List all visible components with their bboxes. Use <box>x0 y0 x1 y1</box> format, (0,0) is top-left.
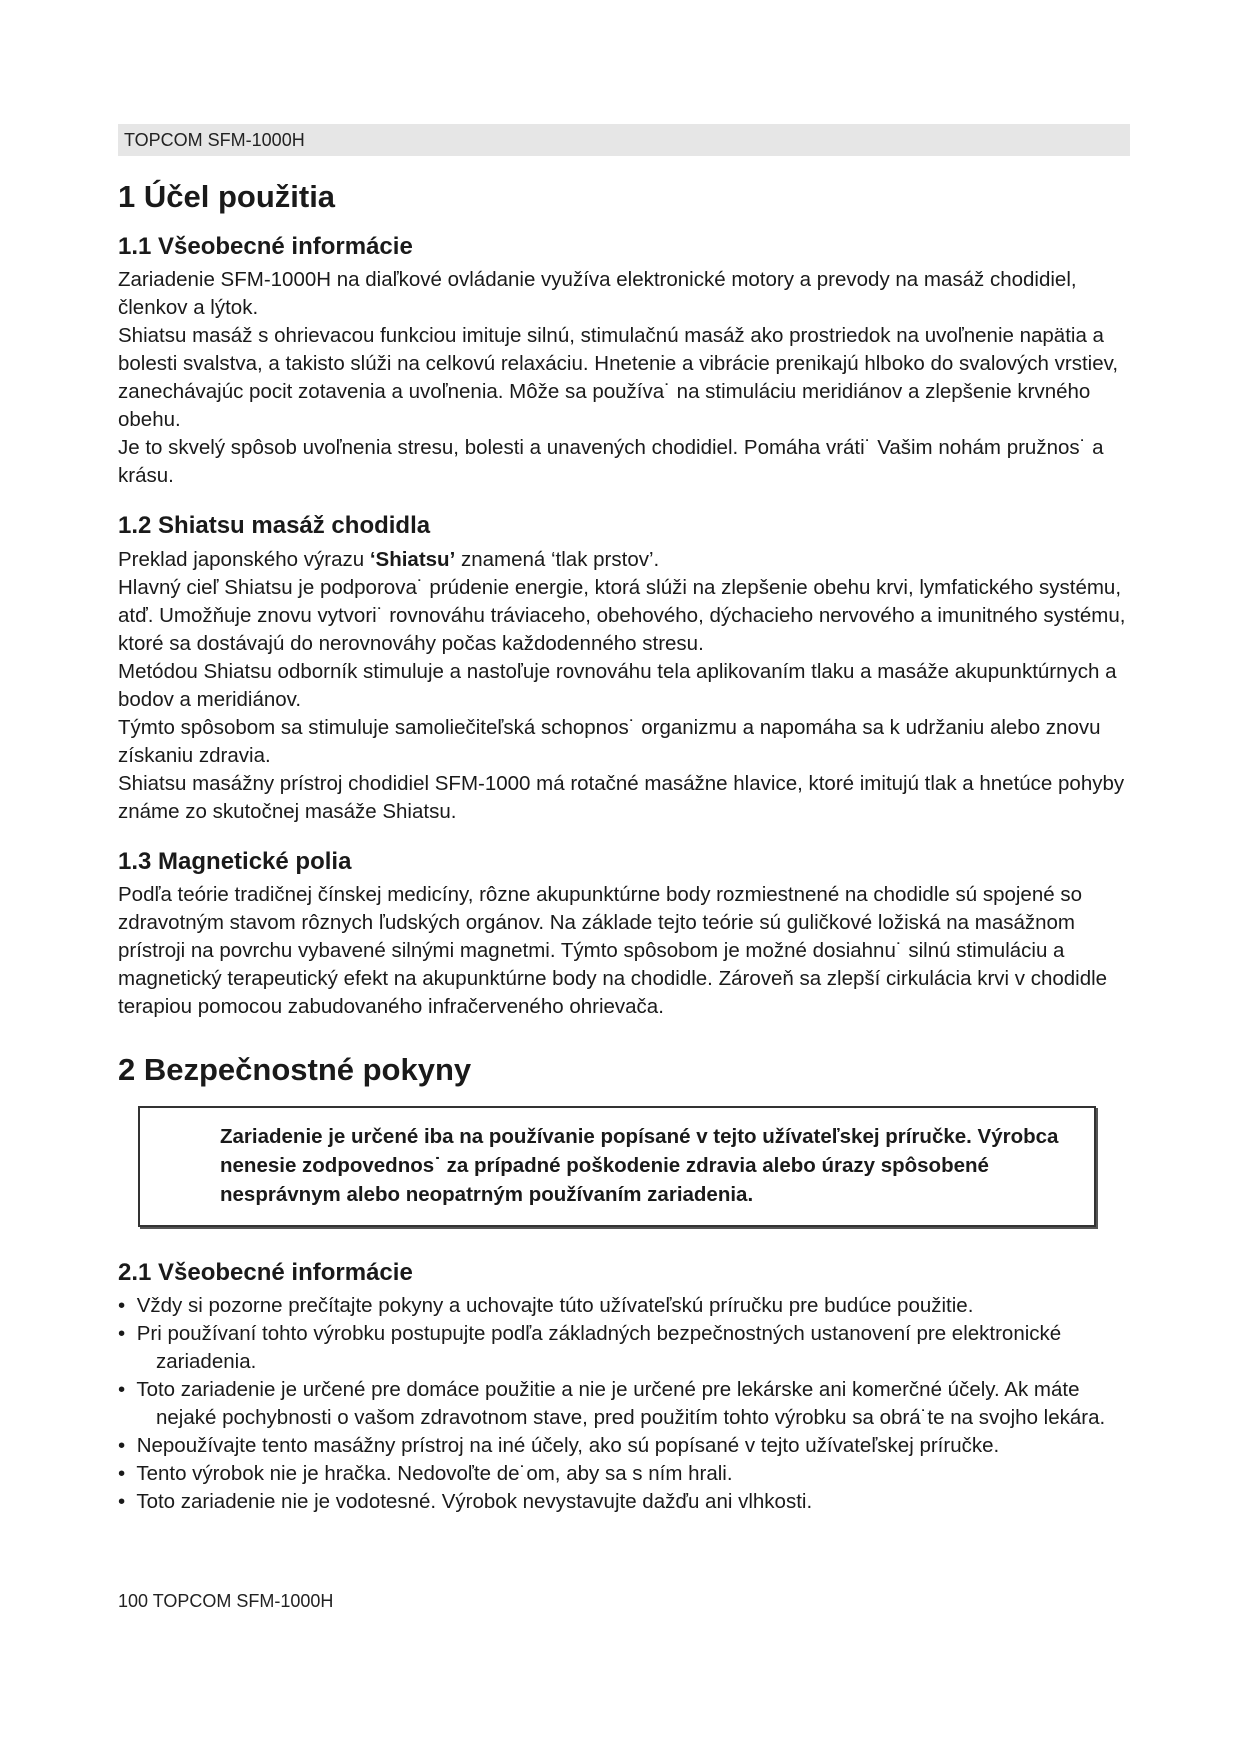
warning-text: Zariadenie je určené iba na používanie popísané v tejto užívateľskej príručke. Výrobca nenesie zodpovednos˙ za prípadné poškodenie zdravia alebo úrazy spôsobené nesprávnym alebo neopatrným používaním zariadenia. <box>220 1124 1059 1206</box>
list-item-text: Toto zariadenie nie je vodotesné. Výrobok nevystavujte dažďu ani vlhkosti. <box>136 1490 813 1514</box>
section-1-title: 1 Účel použitia <box>118 179 336 214</box>
bullet-icon: • <box>118 1434 126 1458</box>
paragraph: Metódou Shiatsu odborník stimuluje a nastoľuje rovnováhu tela aplikovaním tlaku a masáže akupunktúrnych a bodov a meridiánov. <box>118 659 1117 711</box>
paragraph: Zariadenie SFM-1000H na diaľkové ovládanie využíva elektronické motory a prevody na masáž chodidiel, členkov a lýtok. <box>118 268 1077 320</box>
list-item <box>118 1292 1130 1320</box>
running-header: TOPCOM SFM-1000H <box>118 124 1130 156</box>
bullet-icon: • <box>118 1294 126 1318</box>
section-1-1 <box>118 231 1130 490</box>
shiatsu-term: ‘Shiatsu’ <box>369 547 456 571</box>
paragraph: Shiatsu masážny prístroj chodidiel SFM-1000 má rotačné masážne hlavice, ktoré imitujú tlak a hnetúce pohyby známe zo skutočnej masáže Shiatsu. <box>118 771 1125 823</box>
bullet-icon: • <box>118 1462 126 1486</box>
bullet-icon: • <box>118 1322 126 1346</box>
intro-text: znamená ‘tlak prstov’. <box>455 547 660 571</box>
list-item-text: Nepoužívajte tento masážny prístroj na iné účely, ako sú popísané v tejto užívateľskej príručke. <box>136 1434 1000 1458</box>
bullet-icon: • <box>118 1490 126 1514</box>
list-item <box>118 1432 1130 1460</box>
section-1-3-title: 1.3 Magnetické polia <box>118 847 352 875</box>
list-item <box>118 1460 1130 1488</box>
section-2-1-title: 2.1 Všeobecné informácie <box>118 1258 413 1286</box>
list-item <box>118 1376 1130 1432</box>
bullet-icon: • <box>118 1378 126 1402</box>
list-item-text: Pri používaní tohto výrobku postupujte podľa základných bezpečnostných ustanovení pre elektronické zariadenia. <box>136 1322 1062 1374</box>
list-item-text: Toto zariadenie je určené pre domáce použitie a nie je určené pre lekárske ani komerčné účely. Ak máte nejaké pochybnosti o vašom zdravotnom stave, pred použitím tohto výrobku sa obrá˙te na svojho lekára. <box>136 1378 1106 1430</box>
list-item-text: Vždy si pozorne prečítajte pokyny a uchovajte túto užívateľskú príručku pre budúce použitie. <box>136 1294 974 1318</box>
warning-box <box>138 1106 1096 1227</box>
paragraph: Shiatsu masáž s ohrievacou funkciou imituje silnú, stimulačnú masáž ako prostriedok na uvoľnenie napätia a bolesti svalstva, a takisto slúži na celkovú relaxáciu. Hnetenie a vibrácie prenikajú hlboko do svalových vrstiev, zanechávajúc pocit zotavenia a uvoľnenia. Môže sa používa˙ na stimuláciu meridiánov a zlepšenie krvného obehu. <box>118 324 1119 432</box>
paragraph: Podľa teórie tradičnej čínskej medicíny, rôzne akupunktúrne body rozmiestnené na chodidle sú spojené so zdravotným stavom rôznych ľudských orgánov. Na základe tejto teórie sú guličkové ložiská na masážnom prístroji na povrchu vybavené silnými magnetmi. Týmto spôsobom je možné dosiahnu˙ silnú stimuláciu a magnetický terapeutický efekt na akupunktúrne body na chodidle. Zároveň sa zlepší cirkulácia krvi v chodidle terapiou pomocou zabudovaného infračerveného ohrievača. <box>118 882 1108 1018</box>
section-1-2 <box>118 510 1130 825</box>
section-1-3 <box>118 846 1130 1021</box>
safety-list <box>118 1292 1130 1516</box>
list-item <box>118 1488 1130 1516</box>
list-item <box>118 1320 1130 1376</box>
page-content <box>118 172 1130 1536</box>
paragraph-intro <box>118 546 1130 574</box>
paragraph: Týmto spôsobom sa stimuluje samoliečiteľská schopnos˙ organizmu a napomáha sa k udržaniu alebo znovu získaniu zdravia. <box>118 715 1101 767</box>
section-1-2-title: 1.2 Shiatsu masáž chodidla <box>118 512 431 540</box>
section-2-1 <box>118 1257 1130 1516</box>
list-item-text: Tento výrobok nie je hračka. Nedovoľte de˙om, aby sa s ním hrali. <box>136 1462 733 1486</box>
intro-text: Preklad japonského výrazu <box>118 547 370 571</box>
section-2-title: 2 Bezpečnostné pokyny <box>118 1051 472 1087</box>
paragraph: Je to skvelý spôsob uvoľnenia stresu, bolesti a unavených chodidiel. Pomáha vráti˙ Vašim nohám pružnos˙ a krásu. <box>118 436 1104 488</box>
paragraph: Hlavný cieľ Shiatsu je podporova˙ prúdenie energie, ktorá slúži na zlepšenie obehu krvi, lymfatického systému, atď. Umožňuje znovu vytvori˙ rovnováhu tráviaceho, obehového, dýchacieho nervového a imunitného systému, ktoré sa dostávajú do nerovnováhy počas každodenného stresu. <box>118 575 1126 655</box>
section-1-1-title: 1.1 Všeobecné informácie <box>118 233 413 261</box>
page-footer: 100 TOPCOM SFM-1000H <box>118 1591 334 1611</box>
